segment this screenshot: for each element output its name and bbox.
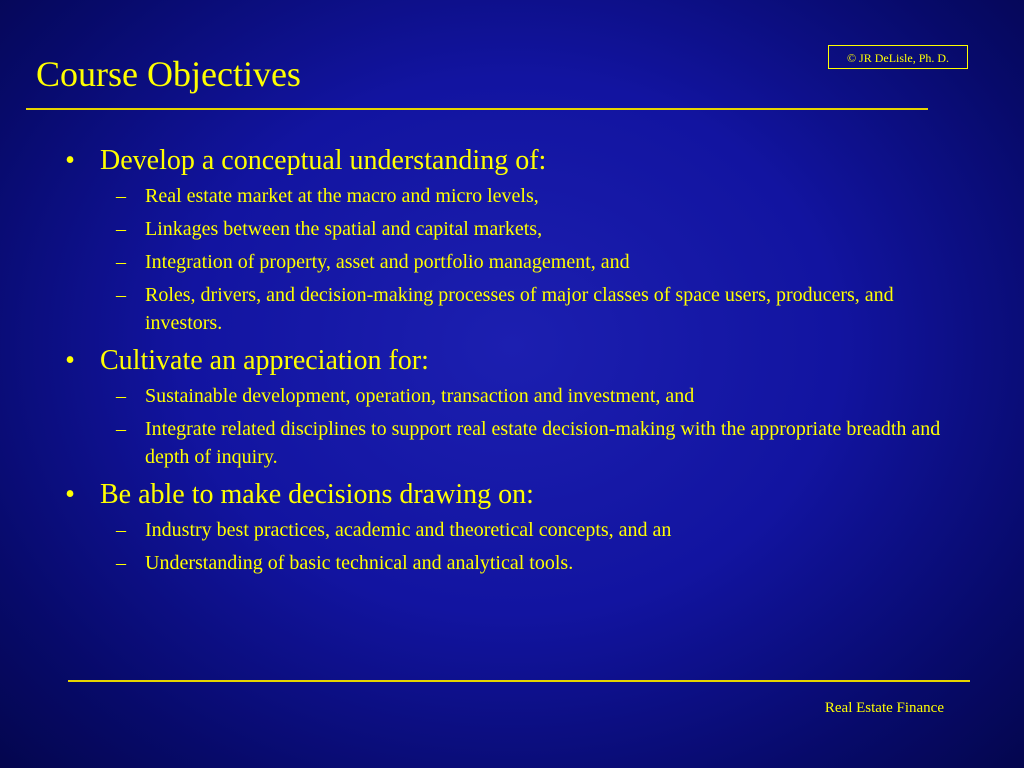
bullet-item: [60, 142, 960, 180]
sub-text: Sustainable development, operation, transaction and investment, and: [145, 385, 695, 407]
sub-text: Integration of property, asset and portfolio management, and: [145, 251, 630, 273]
sub-item: [60, 281, 960, 337]
sub-list: [60, 382, 960, 471]
sub-item: [60, 415, 960, 471]
sub-list: [60, 516, 960, 577]
slide-title: Course Objectives: [36, 54, 301, 94]
sub-text: Industry best practices, academic and theoretical concepts, and an: [145, 519, 672, 541]
sub-text: Real estate market at the macro and micro levels,: [145, 185, 539, 207]
sub-item: [60, 516, 960, 544]
sub-dash: –: [116, 519, 126, 541]
sub-dash: –: [116, 251, 126, 273]
sub-text: Linkages between the spatial and capital markets,: [145, 218, 543, 240]
sub-item: [60, 382, 960, 410]
sub-dash: –: [116, 185, 126, 207]
bullet-list: [60, 140, 960, 582]
sub-dash: –: [116, 418, 126, 440]
sub-item: [60, 248, 960, 276]
bullet-text: Cultivate an appreciation for:: [100, 345, 429, 376]
bullet-item: [60, 342, 960, 380]
footer-label: Real Estate Finance: [824, 700, 944, 716]
sub-item: [60, 182, 960, 210]
bullet-dot: •: [65, 145, 75, 176]
sub-text: Integrate related disciplines to support real estate decision-making with the appropriate breadth and depth of inquiry.: [145, 418, 941, 468]
sub-dash: –: [116, 552, 126, 574]
top-divider: [26, 108, 928, 110]
sub-dash: –: [116, 218, 126, 240]
bullet-dot: •: [65, 479, 75, 510]
bottom-divider: [68, 680, 970, 682]
sub-dash: –: [116, 385, 126, 407]
bullet-dot: •: [65, 345, 75, 376]
bullet-item: [60, 476, 960, 514]
sub-item: [60, 215, 960, 243]
bullet-text: Develop a conceptual understanding of:: [100, 145, 547, 176]
copyright-box: © JR DeLisle, Ph. D.: [828, 45, 968, 69]
sub-item: [60, 549, 960, 577]
sub-list: [60, 182, 960, 337]
sub-text: Understanding of basic technical and analytical tools.: [145, 552, 574, 574]
sub-dash: –: [116, 284, 126, 306]
sub-text: Roles, drivers, and decision-making processes of major classes of space users, producers, and investors.: [145, 284, 894, 334]
bullet-text: Be able to make decisions drawing on:: [100, 479, 534, 510]
